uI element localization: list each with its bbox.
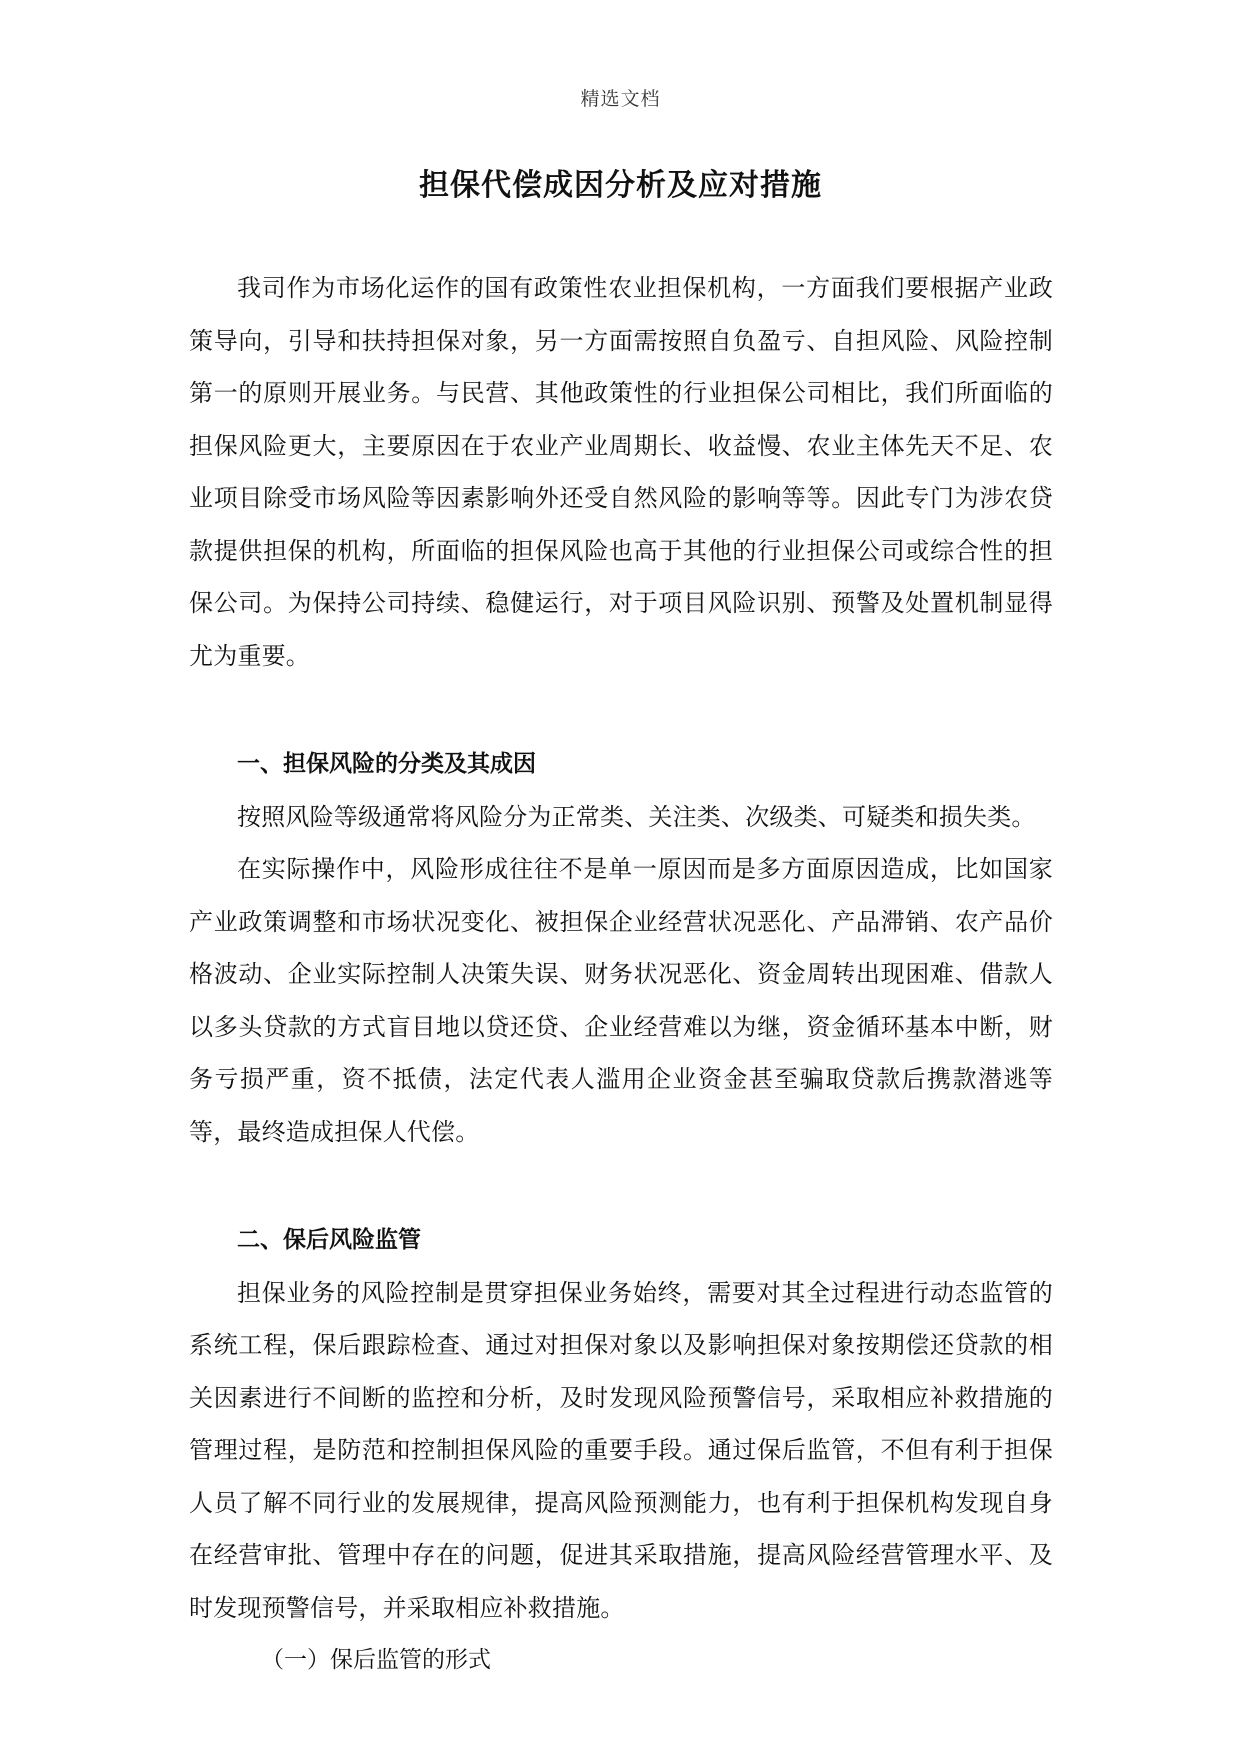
section-1-paragraph-1: 按照风险等级通常将风险分为正常类、关注类、次级类、可疑类和损失类。 [237, 802, 1036, 831]
section-1-heading: 一、担保风险的分类及其成因 [237, 750, 536, 777]
page-header: 精选文档 [580, 88, 661, 110]
section-2-heading: 二、保后风险监管 [237, 1226, 421, 1253]
section-1-paragraph-2: 在实际操作中，风险形成往往不是单一原因而是多方面原因造成，比如国家产业政策调整和市场状况变化、被担保企业经营状况恶化、产品滞销、农产品价格波动、企业实际控制人决策失误、财务状况恶化、资金周转出现困难、借款人以多头贷款的方式盲目地以贷还贷、企业经营难以为继，资金循环基本中断，财务亏损严重，资不抵债，法定代表人滥用企业资金甚至骗取贷款后携款潜逃等等，最终造成担保人代偿。 [189, 855, 1053, 1146]
document-body [189, 262, 1053, 1687]
intro-paragraph: 我司作为市场化运作的国有政策性农业担保机构，一方面我们要根据产业政策导向，引导和扶持担保对象，另一方面需按照自负盈亏、自担风险、风险控制第一的原则开展业务。与民营、其他政策性的行业担保公司相比，我们所面临的担保风险更大，主要原因在于农业产业周期长、收益慢、农业主体先天不足、农业项目除受市场风险等因素影响外还受自然风险的影响等等。因此专门为涉农贷款提供担保的机构，所面临的担保风险也高于其他的行业担保公司或综合性的担保公司。为保持公司持续、稳健运行，对于项目风险识别、预警及处置机制显得尤为重要。 [189, 274, 1053, 670]
document-title: 担保代偿成因分析及应对措施 [419, 168, 822, 203]
section-2-subheading: （一）保后监管的形式 [261, 1647, 491, 1673]
section-2-paragraph-1: 担保业务的风险控制是贯穿担保业务始终，需要对其全过程进行动态监管的系统工程，保后跟踪检查、通过对担保对象以及影响担保对象按期偿还贷款的相关因素进行不间断的监控和分析，及时发现风险预警信号，采取相应补救措施的管理过程，是防范和控制担保风险的重要手段。通过保后监管，不但有利于担保人员了解不同行业的发展规律，提高风险预测能力，也有利于担保机构发现自身在经营审批、管理中存在的问题，促进其采取措施，提高风险经营管理水平、及时发现预警信号，并采取相应补救措施。 [189, 1278, 1053, 1622]
